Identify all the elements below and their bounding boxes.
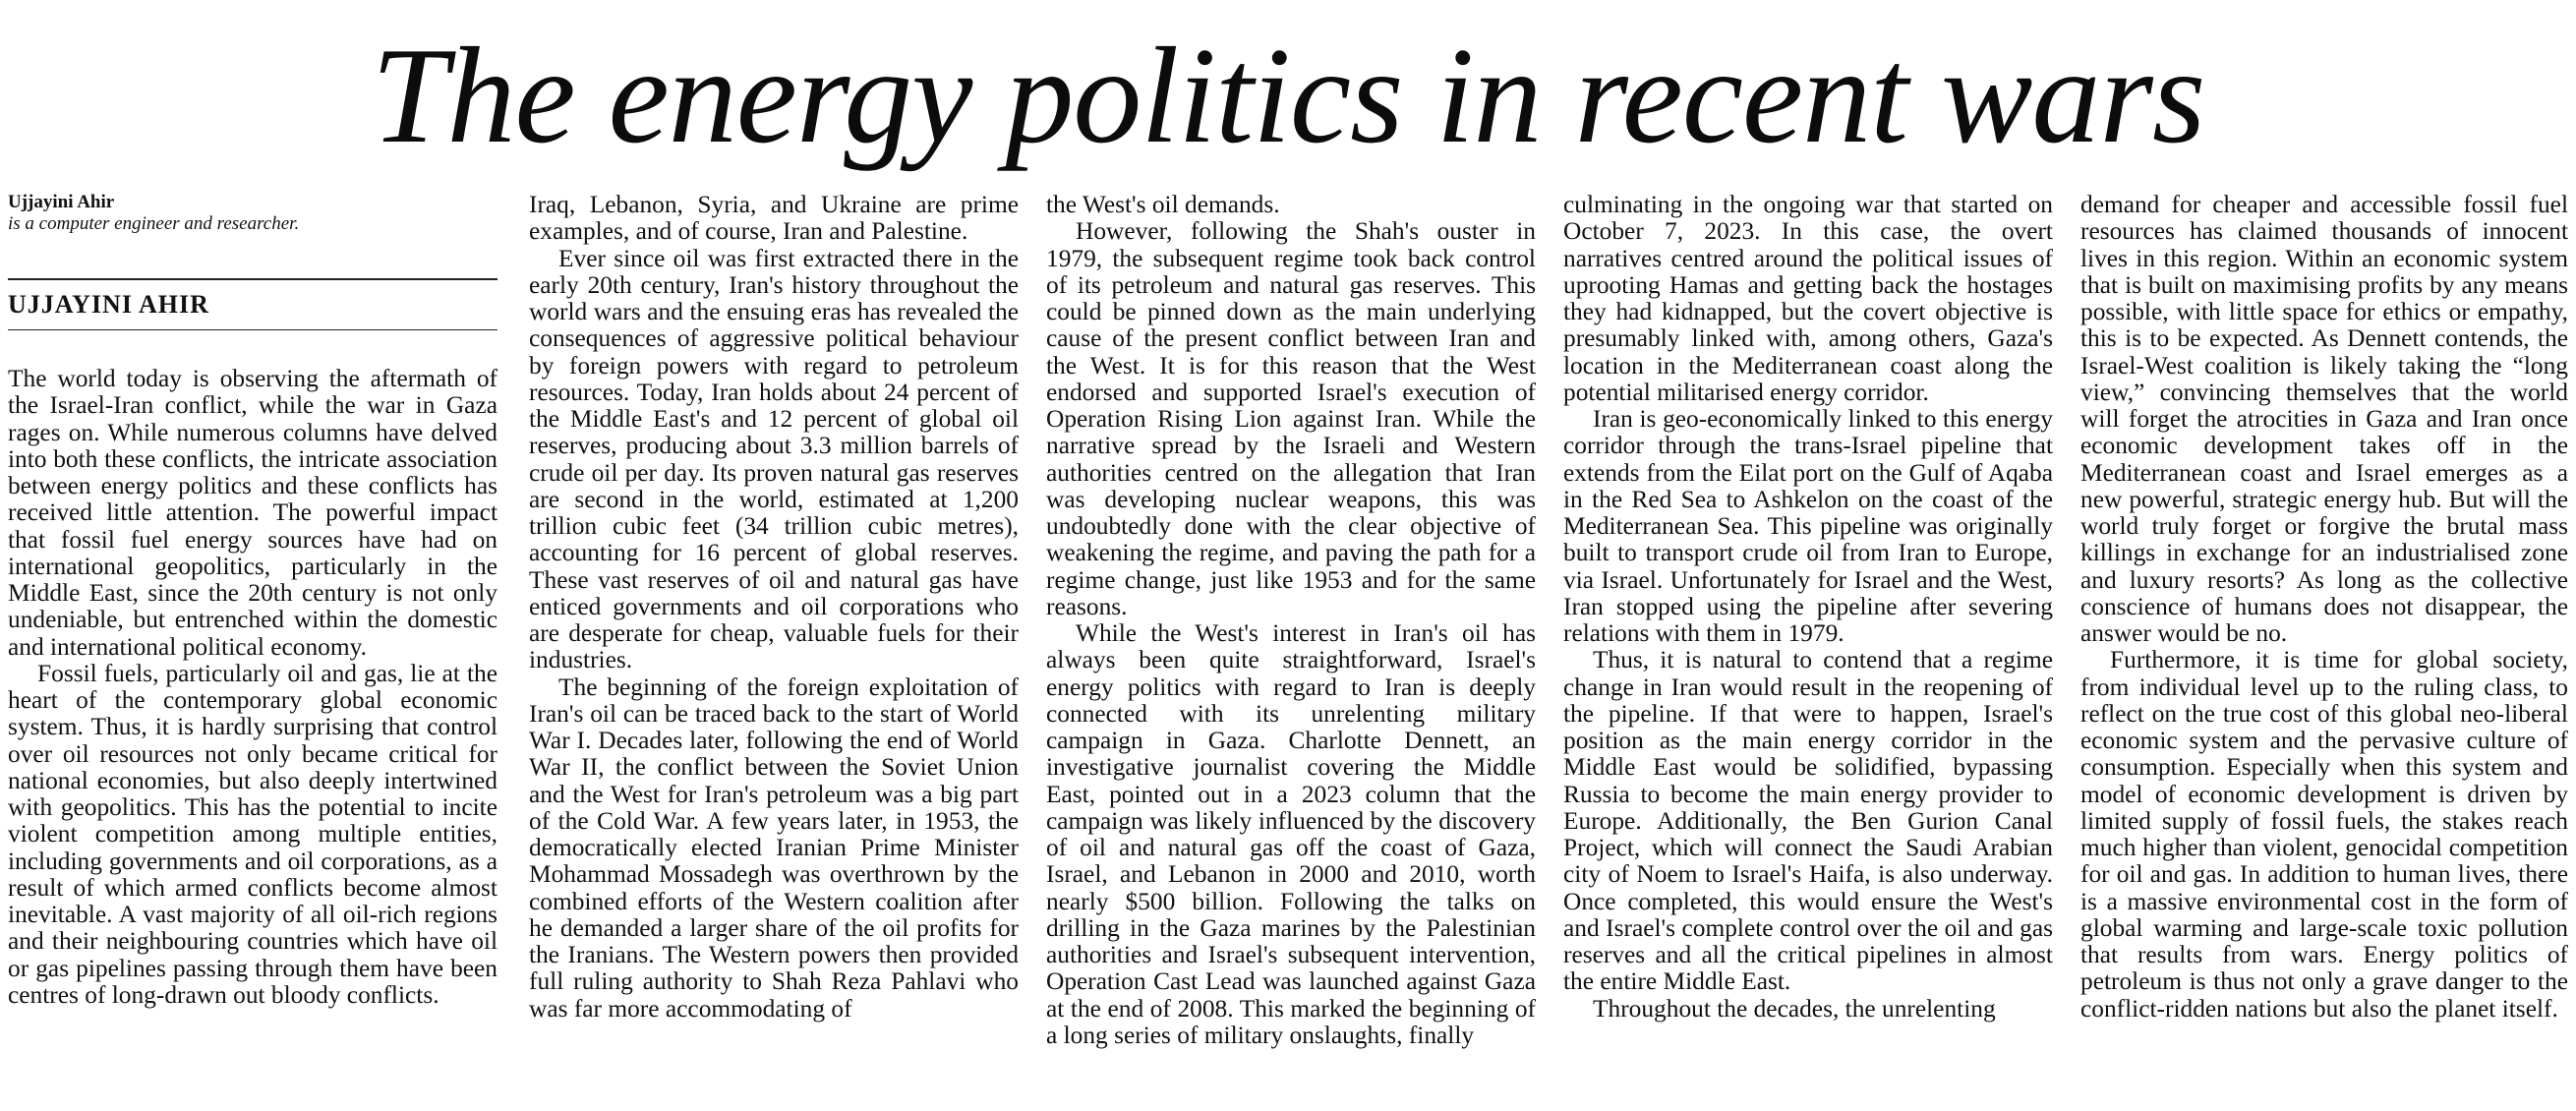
paragraph: Fossil fuels, particularly oil and gas, lie at the heart of the contemporary global economic system. Thus, it is hardly surprising that control over oil resources not only became critical for national economies, but also deeply intertwined with geopolitics. This has the potential to incite violent competition among multiple entities, including governments and oil corporations, as a result of which armed conflicts become almost inevitable. A vast majority of all oil-rich regions and their neighbouring countries which have oil or gas pipelines passing through them have been centres of long-drawn out bloody conflicts. <box>8 659 498 1009</box>
paragraph: Ever since oil was first extracted there in the early 20th century, Iran's history throughout the world wars and the ensuing eras has revealed the consequences of aggressive political behaviour by foreign powers with regard to petroleum resources. Today, Iran holds about 24 percent of the Middle East's and 12 percent of global oil reserves, producing about 3.3 million barrels of crude oil per day. Its proven natural gas reserves are second in the world, estimated at 1,200 trillion cubic feet (34 trillion cubic metres), accounting for 16 percent of global reserves. These vast reserves of oil and natural gas have enticed governments and oil corporations who are desperate for cheap, valuable fuels for their industries. <box>529 244 1019 674</box>
paragraph: demand for cheaper and accessible fossil fuel resources has claimed thousands of innocent lives in this region. Within an economic system that is built on maximising profits by any means possible, with little space for ethics or empathy, this is to be expected. As Dennett contends, the Israel-West coalition is likely taking the “long view,” convincing themselves that the world will forget the atrocities in Gaza and Iran once economic development takes off in the Mediterranean coast and Israel emerges as a new powerful, strategic energy hub. But will the world truly forget or forgive the brutal mass killings in exchange for an industrialised zone and luxury resorts? As long as the collective conscience of humans does not disappear, the answer would be no. <box>2080 192 2568 647</box>
paragraph: the West's oil demands. <box>1046 192 1280 218</box>
column-4 <box>1563 192 2053 1096</box>
paragraph: Thus, it is natural to contend that a regime change in Iran would result in the reopening of the pipeline. If that were to happen, Israel's position as the main energy corridor in the Middle East would be solidified, bypassing Russia to become the main energy provider to Europe. Additionally, the Ben Gurion Canal Project, which will connect the Saudi Arabian city of Noem to Israel's Haifa, is also underway. Once completed, this would ensure the West's and Israel's complete control over the oil and gas reserves and all the critical pipelines in almost the entire Middle East. <box>1563 646 2053 996</box>
paragraph: culminating in the ongoing war that started on October 7, 2023. In this case, the overt narratives centred around the political issues of uprooting Hamas and getting back the hostages they had kidnapped, but the covert objective is presumably linked with, among others, Gaza's location in the Mediterranean coast along the potential militarised energy corridor. <box>1563 192 2053 406</box>
paragraph: Throughout the decades, the unrelenting <box>1593 994 1996 1023</box>
paragraph: However, following the Shah's ouster in 1979, the subsequent regime took back control of its petroleum and natural gas reserves. This could be pinned down as the main underlying cause of the present conflict between Iran and the West. It is for this reason that the West endorsed and supported Israel's execution of Operation Rising Lion against Iran. While the narrative spread by the Israeli and Western authorities centred on the allegation that Iran was developing nuclear weapons, this was undoubtedly done with the clear objective of weakening the regime, and paving the path for a regime change, just like 1953 and for the same reasons. <box>1046 217 1536 620</box>
paragraph: Iraq, Lebanon, Syria, and Ukraine are prime examples, and of course, Iran and Palestine. <box>529 192 1019 246</box>
paragraph: While the West's interest in Iran's oil has always been quite straightforward, Israel's energy politics with regard to Iran is deeply connected with its unrelenting military campaign in Gaza. Charlotte Dennett, an investigative journalist covering the Middle East, pointed out in a 2023 column that the campaign was likely influenced by the discovery of oil and natural gas off the coast of Gaza, Israel, and Lebanon in 2000 and 2010, worth nearly $500 billion. Following the talks on drilling in the Gaza marines by the Palestinian authorities and Israel's subsequent intervention, Operation Cast Lead was launched against Gaza at the end of 2008. This marked the beginning of a long series of military onslaughts, finally <box>1046 619 1536 1049</box>
column-2 <box>529 192 1019 1096</box>
paragraph: The world today is observing the aftermath of the Israel-Iran conflict, while the war in Gaza rages on. While numerous columns have delved into both these conflicts, the intricate association between energy politics and these conflicts has received little attention. The powerful impact that fossil fuel energy sources have had on international geopolitics, particularly in the Middle East, since the 20th century is not only undeniable, but entrenched within the domestic and international political economy. <box>8 365 498 661</box>
divider <box>8 278 498 280</box>
divider <box>8 329 498 330</box>
paragraph: Furthermore, it is time for global society, from individual level up to the ruling class, to reflect on the true cost of this global neo-liberal economic system and the pervasive culture of consumption. Especially when this system and model of economic development is driven by limited supply of fossil fuels, the stakes reach much higher than violent, genocidal competition for oil and gas. In addition to human lives, there is a massive environmental cost in the form of global warming and large-scale toxic pollution that results from wars. Energy politics of petroleum is thus not only a grave danger to the conflict-ridden nations but also the planet itself. <box>2080 646 2568 1023</box>
author-name: UJJAYINI AHIR <box>8 290 209 319</box>
column-5 <box>2080 192 2568 1096</box>
paragraph: The beginning of the foreign exploitation of Iran's oil can be traced back to the start of World War I. Decades later, following the end of World War II, the conflict between the Soviet Union and the West for Iran's petroleum was a big part of the Cold War. A few years later, in 1953, the democratically elected Iranian Prime Minister Mohammad Mossadegh was overthrown by the combined efforts of the Western coalition after he demanded a larger share of the oil profits for the Iranians. The Western powers then provided full ruling authority to Shah Reza Pahlavi who was far more accommodating of <box>529 672 1019 1023</box>
headline: The energy politics in recent wars <box>371 20 2205 172</box>
byline-name: Ujjayini Ahir <box>8 192 115 212</box>
byline-description: is a computer engineer and researcher. <box>8 213 300 234</box>
paragraph: Iran is geo-economically linked to this energy corridor through the trans-Israel pipeline that extends from the Eilat port on the Gulf of Aqaba in the Red Sea to Ashkelon on the coast of the Mediterranean Sea. This pipeline was originally built to transport crude oil from Iran to Europe, via Israel. Unfortunately for Israel and the West, Iran stopped using the pipeline after severing relations with them in 1979. <box>1563 405 2053 647</box>
column-3 <box>1046 192 1536 1096</box>
column-1 <box>8 192 498 1096</box>
